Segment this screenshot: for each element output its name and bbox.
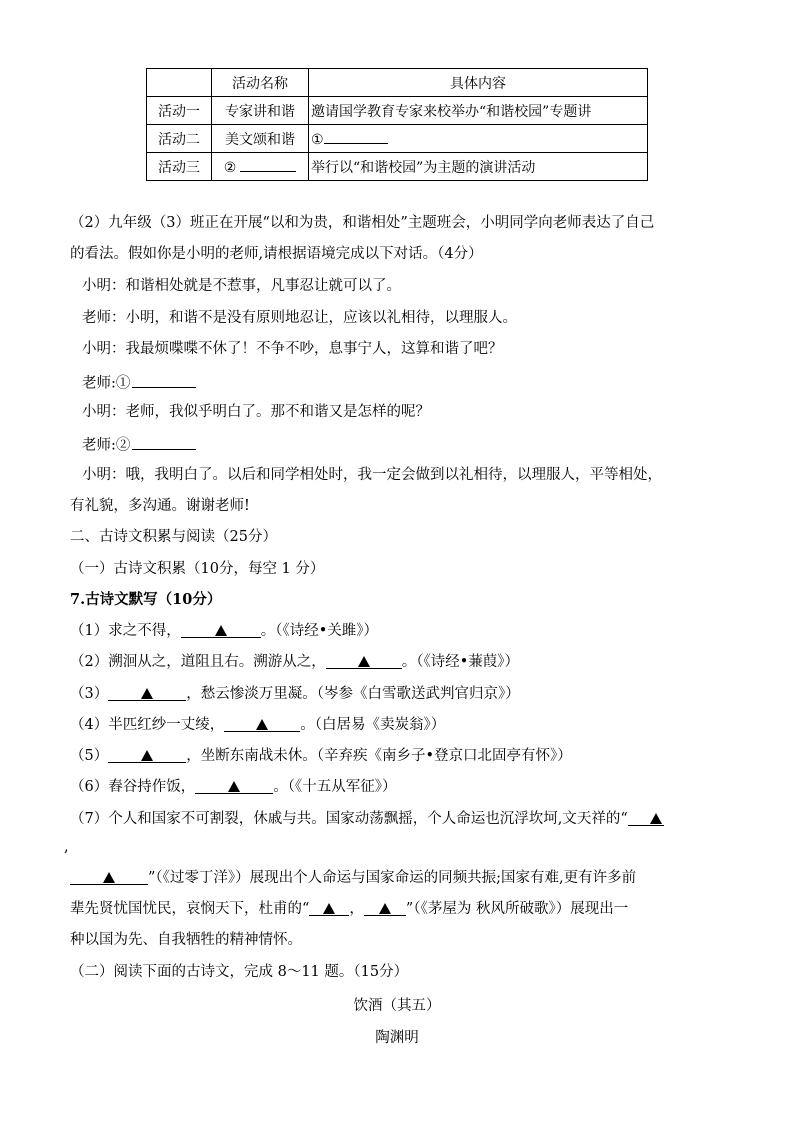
item-text: 。（《诗经•关雎》）: [260, 623, 379, 639]
q2-intro-line-1: （2）九年级（3）班正在开展“以和为贵，和谐相处”主题班会，小明同学向老师表达了自己: [70, 215, 655, 231]
recitation-item-7-line-1: [70, 810, 664, 828]
triangle-icon: [650, 813, 662, 824]
item-text: ”（《过零丁洋》）展现出个人命运与国家命运的同频共振;国家有难,更有许多前: [148, 870, 637, 886]
item-text: 。（《诗经•蒹葭》）: [401, 654, 520, 670]
triangle-icon: [215, 625, 227, 636]
dialogue-line: 小明：我最烦喋喋不休了！不争不吵，息事宁人，这算和谐了吧？: [82, 341, 503, 357]
item-text: ，愁云惨淡万里凝。（岑参《白雪歌送武判官归京》）: [186, 686, 520, 702]
table-row: [147, 125, 648, 153]
activity-no: 活动三: [147, 153, 212, 181]
answer-blank[interactable]: [132, 372, 196, 388]
triangle-icon: [358, 656, 370, 667]
dialogue-line-answer-2: [82, 434, 196, 455]
activity-table: [146, 68, 648, 181]
item-text: （3）: [70, 686, 109, 702]
recitation-item-7-line-4: [70, 900, 628, 918]
answer-blank[interactable]: [240, 157, 296, 172]
answer-blank[interactable]: [326, 653, 402, 669]
answer-blank[interactable]: [309, 900, 349, 916]
table-row: [147, 97, 648, 125]
dialogue-line: 有礼貌，多沟通。谢谢老师!: [70, 498, 250, 514]
answer-blank[interactable]: [108, 747, 186, 763]
item-text: （5）: [70, 748, 109, 764]
dialogue-line: 小明：和谐相处就是不惹事，凡事忍让就可以了。: [82, 278, 401, 294]
blank-number: ②: [223, 160, 237, 176]
triangle-icon: [323, 903, 335, 914]
subsection-heading: （二）阅读下面的古诗文，完成 8～11 题。（15分）: [70, 964, 409, 980]
table-header-row: [147, 69, 648, 97]
q2-intro-line-2: 的看法。假如你是小明的老师,请根据语境完成以下对话。（4分）: [70, 246, 483, 262]
answer-blank[interactable]: [195, 778, 273, 794]
item-text: 。（白居易《卖炭翁》）: [300, 717, 446, 733]
answer-blank[interactable]: [224, 716, 300, 732]
recitation-item-4: [70, 716, 445, 734]
recitation-item-3: [70, 685, 520, 703]
activity-content: 邀请国学教育专家来校举办“和谐校园”专题讲: [309, 97, 648, 125]
activity-content: 举行以“和谐校园”为主题的演讲活动: [309, 153, 648, 181]
question-7-heading: 7.古诗文默写（10分）: [70, 591, 222, 608]
answer-blank[interactable]: [181, 622, 261, 638]
answer-blank[interactable]: [108, 685, 186, 701]
recitation-item-5: [70, 747, 572, 765]
teacher-label: 老师:②: [82, 437, 131, 454]
answer-blank[interactable]: [132, 434, 196, 450]
item-text: ”（《茅屋为 秋风所破歌》）展现出一: [405, 901, 629, 917]
triangle-icon: [256, 719, 268, 730]
answer-blank[interactable]: [628, 810, 664, 826]
table-row: [147, 153, 648, 181]
recitation-item-6: [70, 778, 396, 796]
activity-name: 美文颂和谐: [212, 125, 309, 153]
triangle-icon: [228, 781, 240, 792]
triangle-icon: [103, 872, 115, 883]
activity-name-blank[interactable]: [212, 153, 309, 181]
section-heading: 二、古诗文积累与阅读（25分）: [70, 529, 277, 545]
item-text: （1）求之不得，: [70, 623, 181, 639]
activity-no: 活动一: [147, 97, 212, 125]
answer-blank[interactable]: [364, 900, 406, 916]
dialogue-line: 小明：老师，我似乎明白了。那不和谐又是怎样的呢？: [82, 404, 430, 420]
recitation-item-1: [70, 622, 378, 640]
item-text: 。（《十五从军征》）: [273, 779, 397, 795]
recitation-item-7-comma: ,: [64, 839, 69, 855]
answer-blank[interactable]: [70, 869, 148, 885]
table-header-cell: 活动名称: [212, 69, 309, 97]
recitation-item-7-line-5: 种以国为先、自我牺牲的精神情怀。: [70, 932, 302, 948]
triangle-icon: [141, 750, 153, 761]
answer-blank[interactable]: [324, 129, 388, 144]
dialogue-line: 老师：小明，和谐不是没有原则地忍让，应该以礼相待，以理服人。: [82, 310, 517, 326]
recitation-item-7-line-3: [70, 869, 636, 887]
activity-content-blank[interactable]: [309, 125, 648, 153]
recitation-item-2: [70, 653, 519, 671]
dialogue-line-answer-1: [82, 372, 196, 393]
item-text: ，: [349, 901, 364, 917]
item-text: ，坐断东南战未休。（辛弃疾《南乡子•登京口北固亭有怀》）: [186, 748, 572, 764]
subsection-heading: （一）古诗文积累（10分，每空 1 分）: [70, 561, 325, 577]
teacher-label: 老师:①: [82, 375, 131, 392]
poem-title: 饮酒（其五）: [353, 998, 441, 1014]
triangle-icon: [141, 688, 153, 699]
triangle-icon: [379, 903, 391, 914]
activity-name: 专家讲和谐: [212, 97, 309, 125]
poem-author: 陶渊明: [375, 1030, 419, 1046]
item-text: （4）半匹红纱一丈绫，: [70, 717, 225, 733]
item-text: （7）个人和国家不可割裂，休戚与共。国家动荡飘摇，个人命运也沉浮坎坷,文天祥的“: [70, 811, 628, 827]
dialogue-line: 小明：哦，我明白了。以后和同学相处时，我一定会做到以礼相待，以理服人，平等相处，: [82, 467, 662, 483]
blank-number: ①: [311, 132, 324, 148]
item-text: （2）溯洄从之，道阻且右。溯游从之，: [70, 654, 326, 670]
item-text: （6）舂谷持作饭，: [70, 779, 196, 795]
item-text: 辈先贤忧国忧民，哀悯天下，杜甫的“: [70, 901, 310, 917]
activity-no: 活动二: [147, 125, 212, 153]
table-header-cell: 具体内容: [309, 69, 648, 97]
table-header-cell: [147, 69, 212, 97]
